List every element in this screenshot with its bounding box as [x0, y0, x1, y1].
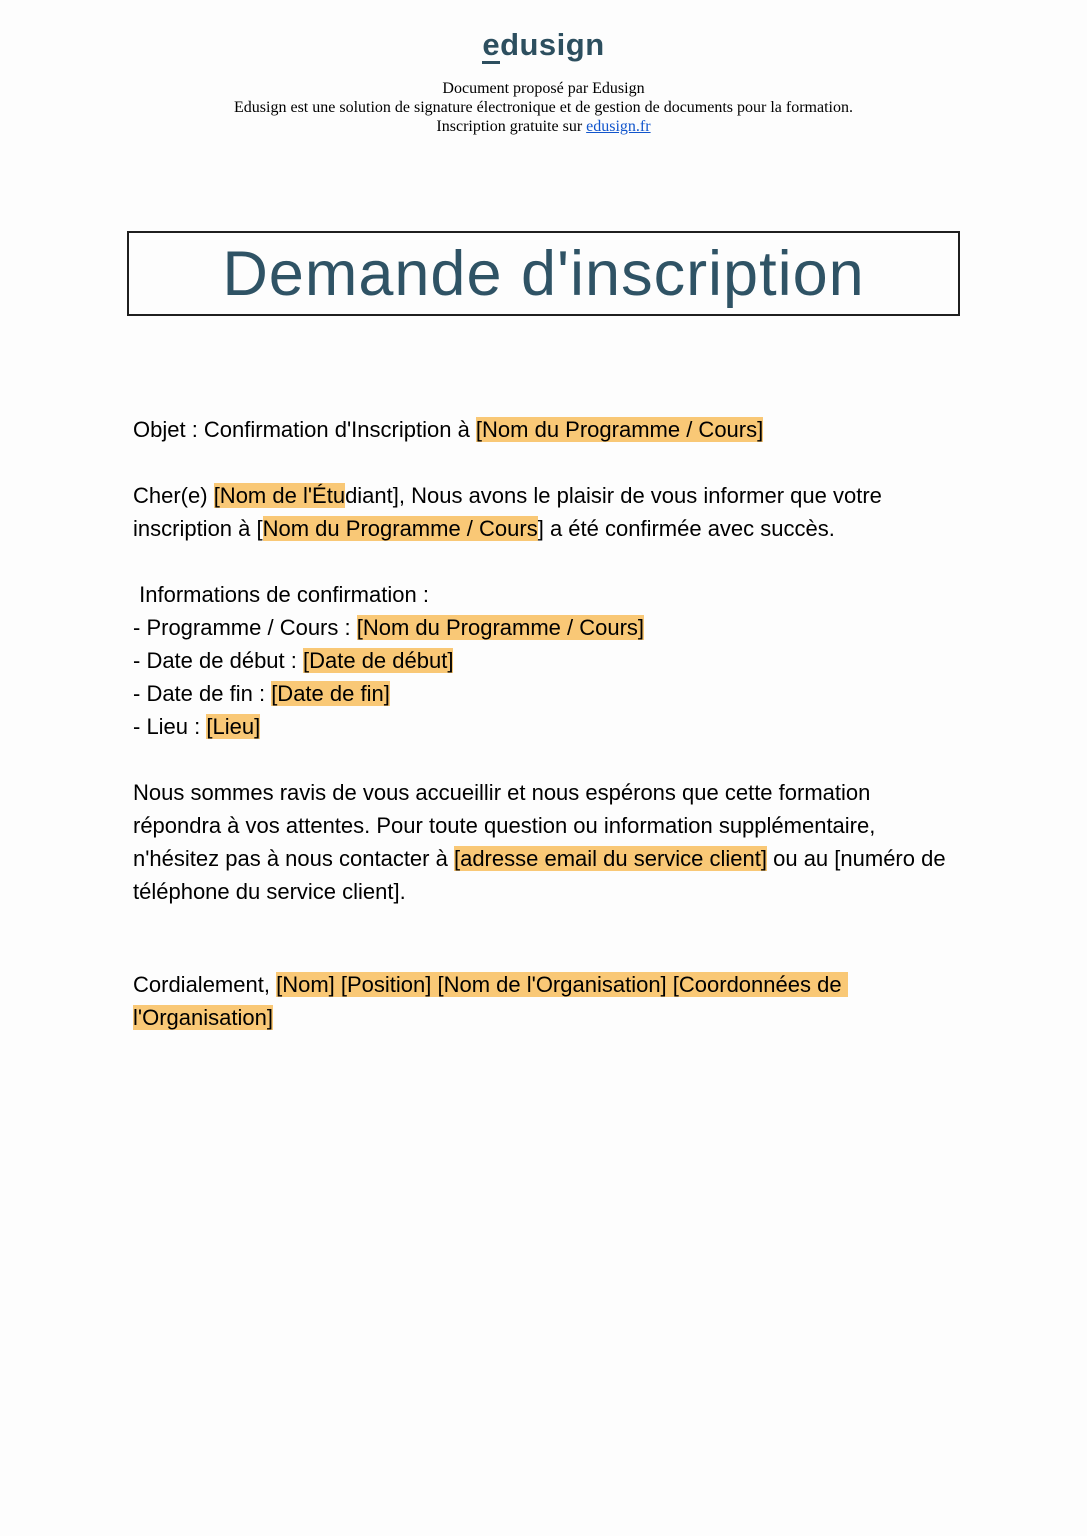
note-line-3-text: Inscription gratuite sur	[436, 118, 587, 135]
highlighted-placeholder: [Nom du Programme / Cours]	[356, 615, 645, 640]
text-segment: ] a été confirmée avec succès.	[537, 516, 835, 541]
text-segment: Objet : Confirmation d'Inscription à	[133, 417, 476, 442]
paragraph	[133, 611, 960, 644]
highlighted-placeholder: [Nom de l'Étu	[213, 483, 346, 508]
text-segment: Cordialement,	[133, 972, 277, 997]
text-segment: - Date de fin :	[133, 681, 272, 706]
text-segment: - Programme / Cours :	[133, 615, 357, 640]
note-line-3	[0, 117, 1087, 136]
text-segment: Cher(e)	[133, 483, 214, 508]
text-segment: - Date de début :	[133, 648, 303, 673]
highlighted-placeholder: [Lieu]	[206, 714, 261, 739]
edusign-link[interactable]: edusign.fr	[586, 118, 651, 135]
text-segment: Nous sommes ravis de vous accueillir et nous espérons que cette formation répondra à vos attentes. Pour toute question ou information supplémentaire, n'hésitez pas à nous contacter à	[133, 780, 882, 871]
highlighted-placeholder: [Nom] [Position] [Nom de l'Organisation] [Coordonnées de l'Organisation]	[133, 972, 848, 1030]
logo-underlined-letter: e	[482, 27, 501, 62]
text-segment: - Lieu :	[133, 714, 207, 739]
highlighted-placeholder: [Nom du Programme / Cours]	[475, 417, 764, 442]
highlighted-placeholder: [Date de début]	[303, 648, 454, 673]
paragraph	[133, 710, 960, 743]
paragraph	[133, 644, 960, 677]
highlighted-placeholder: Nom du Programme / Cours	[262, 516, 538, 541]
document-title-box	[127, 231, 960, 316]
logo-rest: dusign	[500, 27, 605, 62]
paragraph	[133, 479, 960, 545]
note-line-1: Document proposé par Edusign	[442, 80, 645, 97]
text-segment: diant], Nous avons le plaisir de vous informer que votre inscription à [	[133, 483, 889, 541]
highlighted-placeholder: [adresse email du service client]	[453, 846, 767, 871]
text-segment: Informations de confirmation :	[133, 582, 429, 607]
paragraph	[133, 677, 960, 710]
highlighted-placeholder: [Date de fin]	[271, 681, 390, 706]
edusign-logo	[0, 0, 1087, 64]
text-segment: ou au [numéro de téléphone du service client].	[133, 846, 952, 904]
header-note	[0, 79, 1087, 136]
paragraph	[133, 968, 960, 1034]
document-title: Demande d'inscription	[222, 238, 865, 309]
paragraph	[133, 578, 960, 611]
note-line-2: Edusign est une solution de signature électronique et de gestion de documents pour la formation.	[234, 99, 853, 116]
paragraph	[133, 413, 960, 446]
document-body	[133, 413, 960, 1034]
paragraph	[133, 776, 960, 908]
